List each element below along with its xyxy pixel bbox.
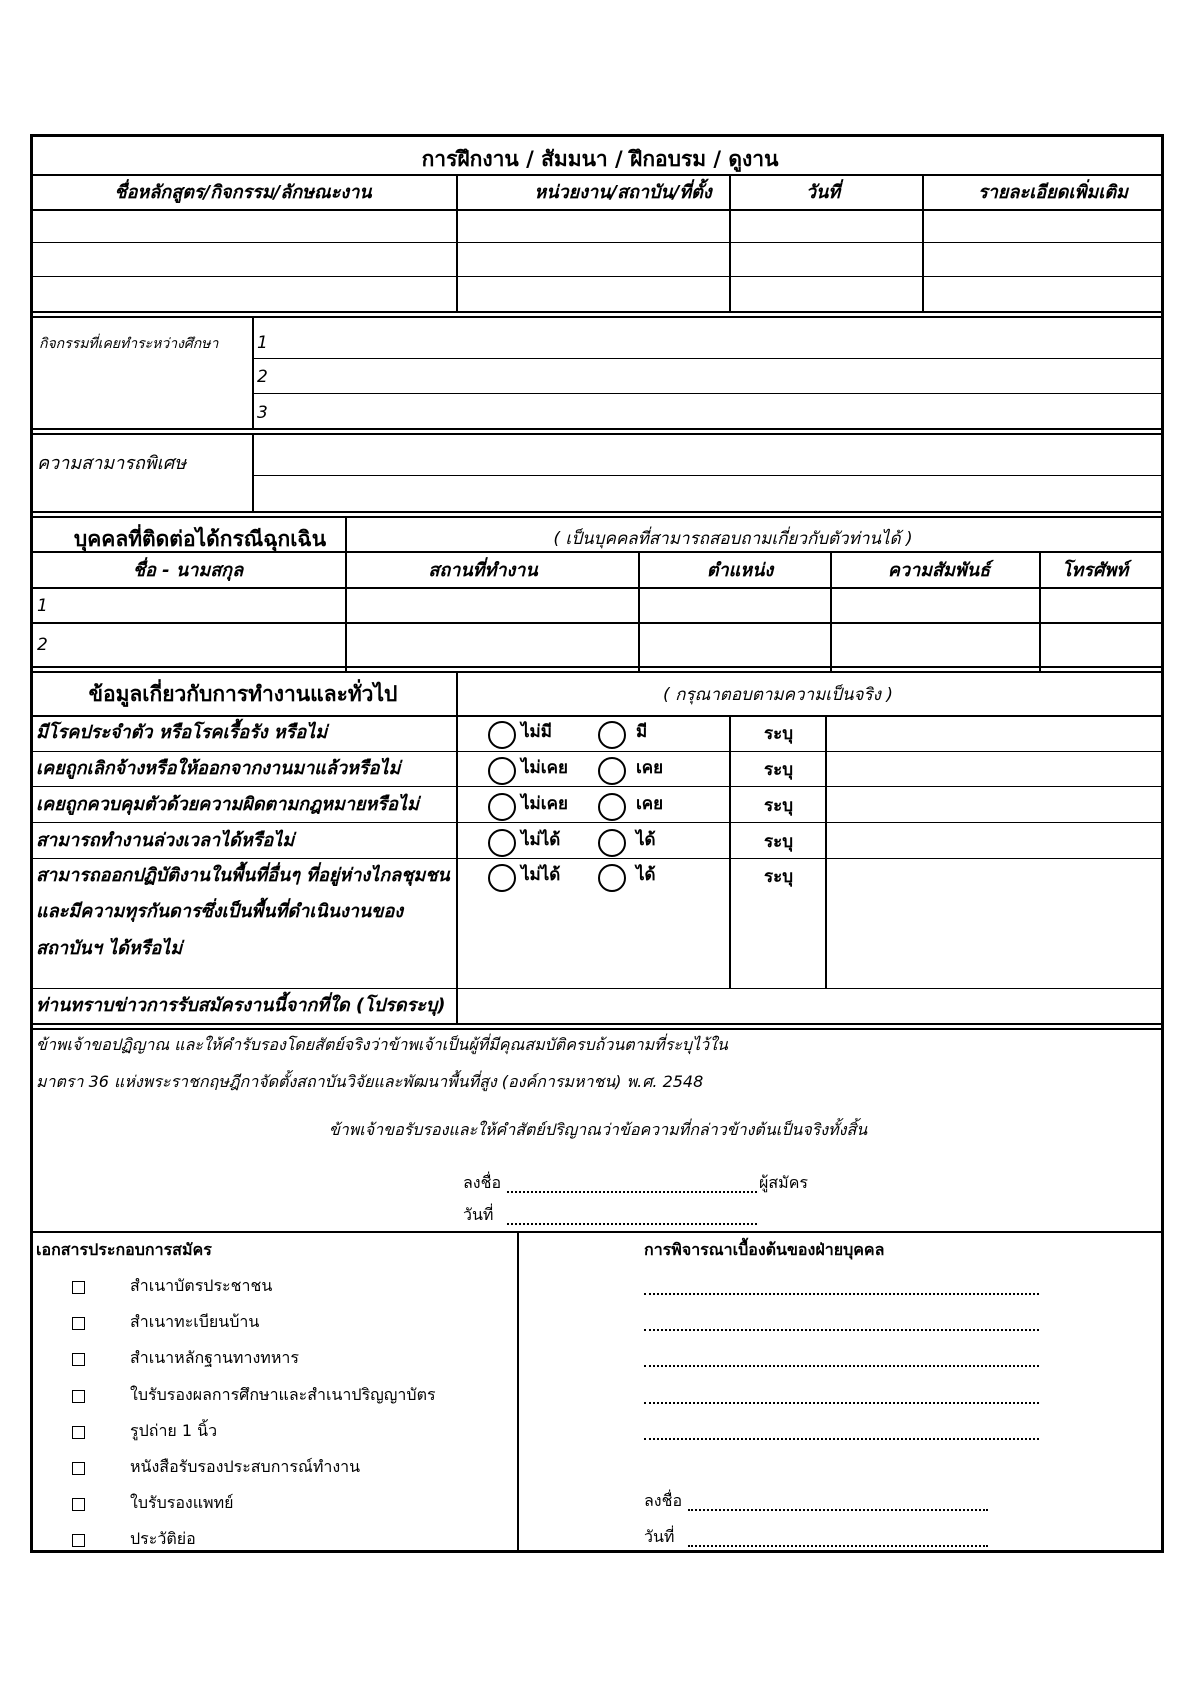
radio-never-dismissed[interactable] bbox=[488, 757, 516, 785]
training-col-course: ชื่อหลักสูตร/กิจกรรม/ลักษณะงาน bbox=[114, 182, 372, 203]
document-checkbox[interactable] bbox=[72, 1281, 85, 1294]
training-title: การฝึกงาน / สัมมนา / ฝึกอบรม / ดูงาน bbox=[421, 147, 779, 171]
general-note: ( กรุณาตอบตามความเป็นจริง ) bbox=[663, 685, 893, 705]
hr-note-line[interactable] bbox=[644, 1402, 1039, 1404]
training-col-date: วันที่ bbox=[805, 182, 841, 203]
option-label: ได้ bbox=[636, 830, 656, 850]
emergency-row-number: 1 bbox=[37, 596, 48, 616]
document-item: สำเนาหลักฐานทางทหาร bbox=[130, 1348, 299, 1367]
activity-row-number: 2 bbox=[257, 367, 268, 387]
question-job-source: ท่านทราบข่าวการรับสมัครงานนี้จากที่ใด (โปรดระบุ) bbox=[36, 995, 446, 1016]
option-label: มี bbox=[636, 722, 648, 742]
emergency-col-name: ชื่อ - นามสกุล bbox=[132, 560, 244, 581]
document-checkbox[interactable] bbox=[72, 1426, 85, 1439]
option-label: ไม่ได้ bbox=[521, 830, 561, 850]
document-item: ประวัติย่อ bbox=[130, 1529, 196, 1548]
option-label: ได้ bbox=[636, 865, 656, 885]
radio-overtime[interactable] bbox=[598, 829, 626, 857]
document-item: ใบรับรองผลการศึกษาและสำเนาปริญญาบัตร bbox=[130, 1385, 436, 1404]
applicant-date-line[interactable] bbox=[507, 1223, 757, 1225]
emergency-col-workplace: สถานที่ทำงาน bbox=[428, 560, 538, 581]
question-remote-work-line2: และมีความทุรกันดารซึ่งเป็นพื้นที่ดำเนินงานของ bbox=[36, 901, 404, 922]
hr-note-line[interactable] bbox=[644, 1329, 1039, 1331]
radio-has-disease[interactable] bbox=[598, 721, 626, 749]
applicant-date-label: วันที่ bbox=[463, 1205, 494, 1224]
document-checkbox[interactable] bbox=[72, 1390, 85, 1403]
document-item: หนังสือรับรองประสบการณ์ทำงาน bbox=[130, 1457, 361, 1476]
document-item: สำเนาทะเบียนบ้าน bbox=[130, 1312, 260, 1331]
special-skill-label: ความสามารถพิเศษ bbox=[37, 453, 187, 474]
declaration-line3: ข้าพเจ้าขอรับรองและให้คำสัตย์ปริญาณว่าข้อความที่กล่าวข้างต้นเป็นจริงทั้งสิ้น bbox=[328, 1120, 868, 1139]
specify-label: ระบุ bbox=[764, 832, 794, 852]
emergency-col-position: ตำแหน่ง bbox=[706, 560, 774, 581]
question-overtime: สามารถทำงานล่วงเวลาได้หรือไม่ bbox=[36, 830, 295, 851]
applicant-sign-suffix: ผู้สมัคร bbox=[759, 1173, 808, 1192]
radio-remote[interactable] bbox=[598, 864, 626, 892]
document-item: รูปถ่าย 1 นิ้ว bbox=[130, 1421, 218, 1440]
emergency-col-relationship: ความสัมพันธ์ bbox=[887, 560, 991, 581]
applicant-sign-line[interactable] bbox=[507, 1191, 757, 1193]
option-label: ไม่เคย bbox=[521, 758, 568, 778]
hr-note-line[interactable] bbox=[644, 1293, 1039, 1295]
question-dismissed: เคยถูกเลิกจ้างหรือให้ออกจากงานมาแล้วหรือไม่ bbox=[36, 758, 401, 779]
hr-note-line[interactable] bbox=[644, 1438, 1039, 1440]
radio-no-remote[interactable] bbox=[488, 864, 516, 892]
document-checkbox[interactable] bbox=[72, 1353, 85, 1366]
special-skill-field[interactable] bbox=[254, 435, 1159, 509]
documents-title: เอกสารประกอบการสมัคร bbox=[36, 1240, 212, 1259]
hr-sign-line[interactable] bbox=[688, 1509, 988, 1511]
question-detained: เคยถูกควบคุมตัวด้วยความผิดตามกฎหมายหรือไม่ bbox=[36, 794, 419, 815]
document-item: ใบรับรองแพทย์ bbox=[130, 1493, 234, 1512]
general-title: ข้อมูลเกี่ยวกับการทำงานและทั่วไป bbox=[88, 682, 398, 706]
option-label: ไม่เคย bbox=[521, 794, 568, 814]
applicant-sign-label: ลงชื่อ bbox=[463, 1173, 502, 1192]
radio-dismissed[interactable] bbox=[598, 757, 626, 785]
hr-note-line[interactable] bbox=[644, 1365, 1039, 1367]
specify-label: ระบุ bbox=[764, 760, 794, 780]
question-remote-work-line1: สามารถออกปฏิบัติงานในพื้นที่อื่นๆ ที่อยู่ห่างไกลชุมชน bbox=[36, 865, 450, 886]
emergency-title: บุคคลที่ติดต่อได้กรณีฉุกเฉิน bbox=[73, 527, 327, 551]
application-form-page2 bbox=[30, 134, 1164, 1553]
training-col-institute: หน่วยงาน/สถาบัน/ที่ตั้ง bbox=[534, 182, 712, 203]
option-label: ไม่มี bbox=[521, 722, 552, 742]
hr-date-line[interactable] bbox=[688, 1545, 988, 1547]
document-item: สำเนาบัตรประชาชน bbox=[130, 1276, 273, 1295]
activity-row-number: 1 bbox=[257, 333, 268, 353]
document-checkbox[interactable] bbox=[72, 1498, 85, 1511]
specify-label: ระบุ bbox=[764, 724, 794, 744]
activity-row-number: 3 bbox=[257, 403, 268, 423]
document-checkbox[interactable] bbox=[72, 1462, 85, 1475]
option-label: เคย bbox=[636, 794, 664, 814]
training-table-body[interactable] bbox=[33, 318, 1161, 416]
document-checkbox[interactable] bbox=[72, 1534, 85, 1547]
question-chronic-disease: มีโรคประจำตัว หรือโรคเรื้อรัง หรือไม่ bbox=[36, 722, 328, 743]
emergency-col-phone: โทรศัพท์ bbox=[1061, 560, 1129, 581]
radio-detained[interactable] bbox=[598, 793, 626, 821]
job-source-field[interactable] bbox=[458, 990, 1159, 1023]
radio-no-disease[interactable] bbox=[488, 721, 516, 749]
specify-label: ระบุ bbox=[764, 867, 794, 887]
declaration-line1: ข้าพเจ้าขอปฏิญาณ และให้คำรับรองโดยสัตย์จริงว่าข้าพเจ้าเป็นผู้ที่มีคุณสมบัติครบถ้วนตามที่ระบุไว้ใน bbox=[36, 1035, 728, 1054]
radio-never-detained[interactable] bbox=[488, 793, 516, 821]
training-col-detail: รายละเอียดเพิ่มเติม bbox=[978, 182, 1128, 203]
radio-no-overtime[interactable] bbox=[488, 829, 516, 857]
declaration-line2: มาตรา 36 แห่งพระราชกฤษฎีกาจัดตั้งสถาบันวิจัยและพัฒนาพื้นที่สูง (องค์การมหาชน) พ.ศ. 2548 bbox=[36, 1072, 704, 1091]
option-label: ไม่ได้ bbox=[521, 865, 561, 885]
hr-sign-label: ลงชื่อ bbox=[644, 1491, 683, 1510]
hr-date-label: วันที่ bbox=[644, 1527, 675, 1546]
activities-label: กิจกรรมที่เคยทำระหว่างศึกษา bbox=[39, 336, 219, 352]
specify-label: ระบุ bbox=[764, 796, 794, 816]
emergency-row-number: 2 bbox=[37, 635, 48, 655]
option-label: เคย bbox=[636, 758, 664, 778]
document-checkbox[interactable] bbox=[72, 1317, 85, 1330]
question-remote-work-line3: สถาบันฯ ได้หรือไม่ bbox=[36, 938, 183, 959]
emergency-note: ( เป็นบุคคลที่สามารถสอบถามเกี่ยวกับตัวท่านได้ ) bbox=[553, 529, 913, 549]
hr-title: การพิจารณาเบื้องต้นของฝ่ายบุคคล bbox=[644, 1240, 885, 1259]
